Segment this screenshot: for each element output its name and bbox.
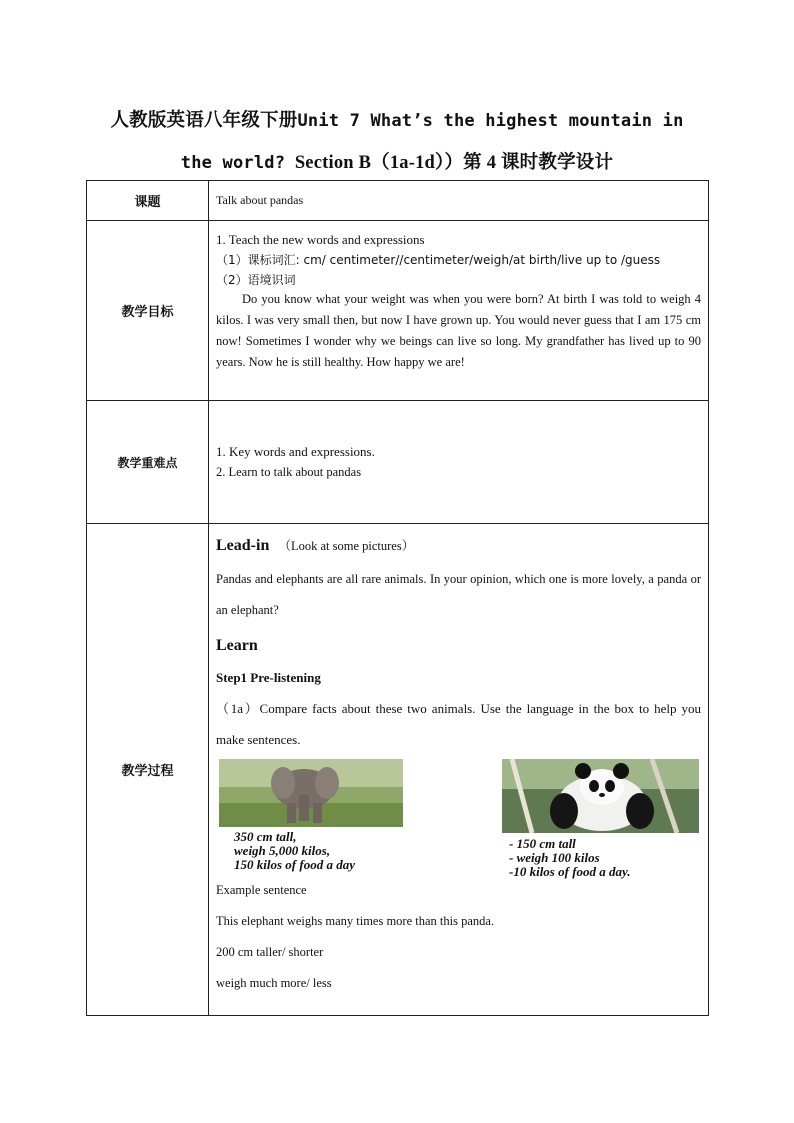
panda-photo <box>502 759 699 833</box>
leadin-heading <box>216 534 701 558</box>
goals-content <box>209 221 709 401</box>
lesson-plan-table <box>86 180 709 1016</box>
goals-label: 教学目标 <box>87 221 209 401</box>
key-points-line-1: 1. Key words and expressions. <box>216 444 375 459</box>
elephant-image <box>219 759 403 827</box>
title-world: the world? <box>180 153 286 173</box>
phrase-1: 200 cm taller/ shorter <box>216 945 324 959</box>
row-topic <box>87 181 709 221</box>
step1-title: Step1 Pre-listening <box>216 670 321 685</box>
process-label: 教学过程 <box>87 524 209 1016</box>
animal-comparison <box>216 759 701 881</box>
key-points-label: 教学重难点 <box>87 401 209 524</box>
topic-label: 课题 <box>87 181 209 221</box>
example-title: Example sentence <box>216 883 307 897</box>
example-text: This elephant weighs many times more than this panda. <box>216 914 495 928</box>
key-points-line-2: 2. Learn to talk about pandas <box>216 465 362 479</box>
title-line-1 <box>70 100 724 142</box>
goals-line-2: （1）课标词汇: cm/ centimeter//centimeter/weigh/at birth/live up to /guess <box>216 253 661 267</box>
row-process <box>87 524 709 1016</box>
elephant-photo <box>219 759 403 827</box>
panda-caption: - 150 cm tall - weigh 100 kilos -10 kilos of food a day. <box>509 836 631 879</box>
goals-paragraph: Do you know what your weight was when you were born? At birth I was told to weigh 4 kilos. I was very small then, but now I have grown up. You would never guess that I am 175 cm now! Sometimes I wonder why we beings can live so long. My grandfather has lived up to 90 years. Now he is still healthy. How happy we are! <box>216 292 701 369</box>
row-goals <box>87 221 709 401</box>
leadin-text: Pandas and elephants are all rare animals. In your opinion, which one is more lovely, a panda or an elephant? <box>216 572 701 617</box>
topic-value: Talk about pandas <box>209 181 709 221</box>
elephant-caption: 350 cm tall, weigh 5,000 kilos, 150 kilos of food a day <box>234 829 355 872</box>
step1-text: （1a）Compare facts about these two animals. Use the language in the box to help you make sentences. <box>216 701 701 747</box>
leadin-note: （Look at some pictures） <box>278 539 415 553</box>
panda-image <box>502 759 699 833</box>
process-content <box>209 524 709 1016</box>
phrase-2: weigh much more/ less <box>216 976 332 990</box>
learn-title: Learn <box>216 637 258 654</box>
goals-line-1: 1. Teach the new words and expressions <box>216 232 425 247</box>
title-section: Section B（1a-1d））第 4 课时教学设计 <box>294 153 614 173</box>
document-title <box>70 100 724 184</box>
goals-line-3: （2）语境识词 <box>216 273 296 287</box>
row-key-points <box>87 401 709 524</box>
key-points-content <box>209 401 709 524</box>
title-unit: Unit 7 What’s the highest mountain in <box>297 111 684 131</box>
title-line-2 <box>70 142 724 184</box>
leadin-title: Lead-in <box>216 537 270 554</box>
title-cn: 人教版英语八年级下册 <box>110 111 298 131</box>
